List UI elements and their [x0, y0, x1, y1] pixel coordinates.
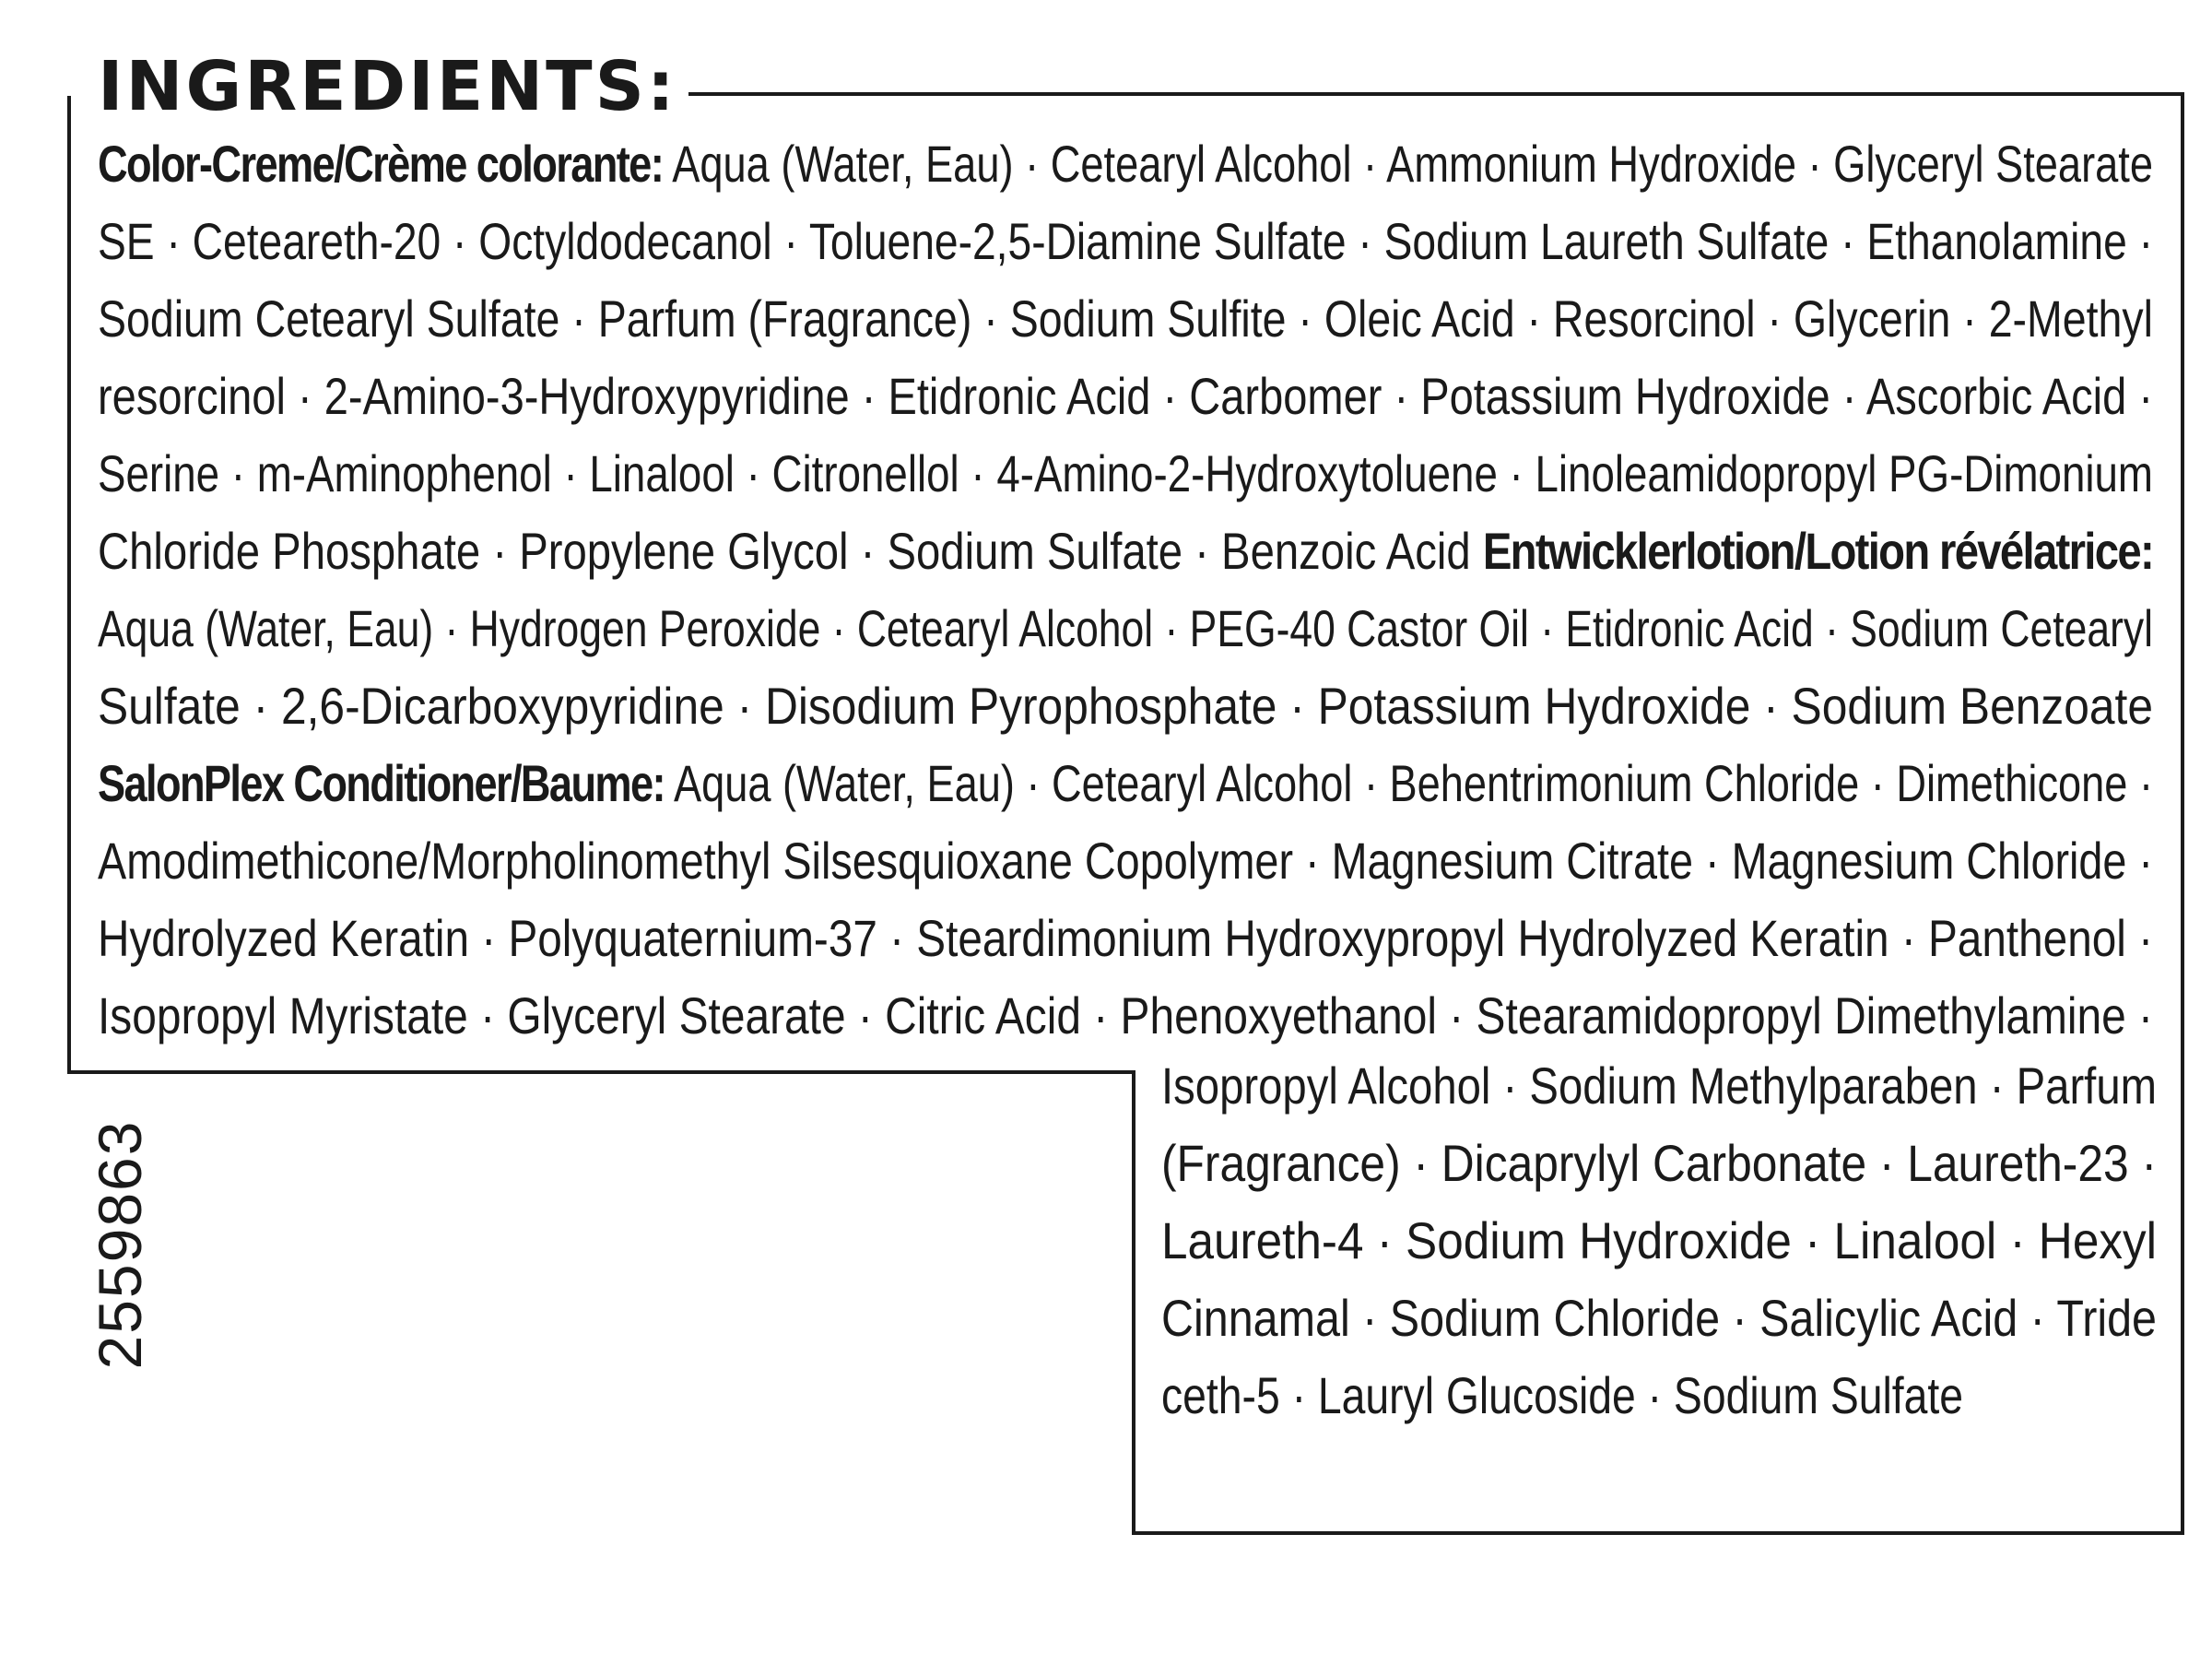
ingredient-line-text: Laureth-4 · Sodium Hydroxide · Linalool · Hexyl	[1161, 1211, 2157, 1269]
ingredient-line-text: Aqua (Water, Eau) · Cetearyl Alcohol · Ammonium Hydroxide · Glyceryl Stearate	[672, 135, 2153, 193]
ingredients-heading: INGREDIENTS:	[92, 48, 688, 125]
ingredient-line	[1161, 1125, 2207, 1202]
ingredient-line	[1161, 1047, 2157, 1125]
ingredient-line-text: Sodium Cetearyl Sulfate · Parfum (Fragrance) · Sodium Sulfite · Oleic Acid · Resorcinol · Glycerin · 2-Methyl	[98, 289, 2153, 348]
ingredient-line-text: (Fragrance) · Dicaprylyl Carbonate · Laureth-23 ·	[1161, 1134, 2157, 1192]
developer-label: Entwicklerlotion/Lotion révélatrice:	[1482, 522, 2153, 580]
ingredient-line-text: Aqua (Water, Eau) · Cetearyl Alcohol · Behentrimonium Chloride · Dimethicone ·	[673, 754, 2153, 812]
ingredient-line-text: Hydrolyzed Keratin · Polyquaternium-37 · Steardimonium Hydroxypropyl Hydrolyzed Keratin · Panthenol ·	[98, 909, 2153, 967]
ingredient-line	[98, 977, 2212, 1055]
ingredient-line	[1161, 1357, 2136, 1434]
ingredient-line	[1161, 1280, 2182, 1357]
ingredients-continued-text	[1161, 1047, 2212, 1434]
ingredient-line-text: Serine · m-Aminophenol · Linalool · Citronellol · 4-Amino-2-Hydroxytoluene · Linoleamidopropyl PG-Dimonium	[98, 444, 2153, 502]
conditioner-label: SalonPlex Conditioner/Baume:	[98, 754, 665, 812]
ingredient-line-text: Chloride Phosphate · Propylene Glycol · Sodium Sulfate · Benzoic Acid	[98, 522, 1471, 580]
ingredient-line-text: ceth-5 · Lauryl Glucoside · Sodium Sulfate	[1161, 1366, 1963, 1424]
ingredient-line	[98, 435, 2210, 513]
ingredient-line	[98, 125, 2188, 203]
ingredient-line	[98, 745, 2185, 822]
ingredient-line	[98, 590, 2153, 667]
ingredient-line	[98, 203, 2212, 280]
ingredient-line-text: Amodimethicone/Morpholinomethyl Silsesquioxane Copolymer · Magnesium Citrate · Magnesium Chloride ·	[98, 832, 2153, 890]
ingredient-line	[98, 280, 2212, 358]
ingredient-line	[98, 667, 2212, 745]
ingredient-line	[98, 900, 2212, 977]
lot-code: 2559863	[86, 1119, 154, 1370]
ingredient-line-text: resorcinol · 2-Amino-3-Hydroxypyridine · Etidronic Acid · Carbomer · Potassium Hydroxide · Ascorbic Acid ·	[98, 367, 2153, 425]
ingredient-line	[98, 513, 2212, 590]
ingredient-line	[98, 822, 2212, 900]
ingredient-line-text: SE · Ceteareth-20 · Octyldodecanol · Toluene-2,5-Diamine Sulfate · Sodium Laureth Sulfate · Ethanolamine ·	[98, 212, 2153, 270]
ingredient-line-text: Cinnamal · Sodium Chloride · Salicylic Acid · Tride	[1161, 1289, 2157, 1347]
color-creme-label: Color-Creme/Crème colorante:	[98, 135, 664, 193]
ingredients-main-text	[98, 125, 2212, 1055]
ingredient-line-text: Isopropyl Myristate · Glyceryl Stearate · Citric Acid · Phenoxyethanol · Stearamidopropyl Dimethylamine ·	[98, 986, 2153, 1044]
ingredient-line	[98, 358, 2212, 435]
ingredient-line-text: Aqua (Water, Eau) · Hydrogen Peroxide · Cetearyl Alcohol · PEG-40 Castor Oil · Etidronic Acid · Sodium Cetearyl	[98, 599, 2153, 657]
ingredient-line	[1161, 1202, 2212, 1280]
ingredient-line-text: Isopropyl Alcohol · Sodium Methylparaben · Parfum	[1161, 1056, 2157, 1115]
ingredient-line-text: Sulfate · 2,6-Dicarboxypyridine · Disodium Pyrophosphate · Potassium Hydroxide · Sodium Benzoate	[98, 677, 2153, 735]
